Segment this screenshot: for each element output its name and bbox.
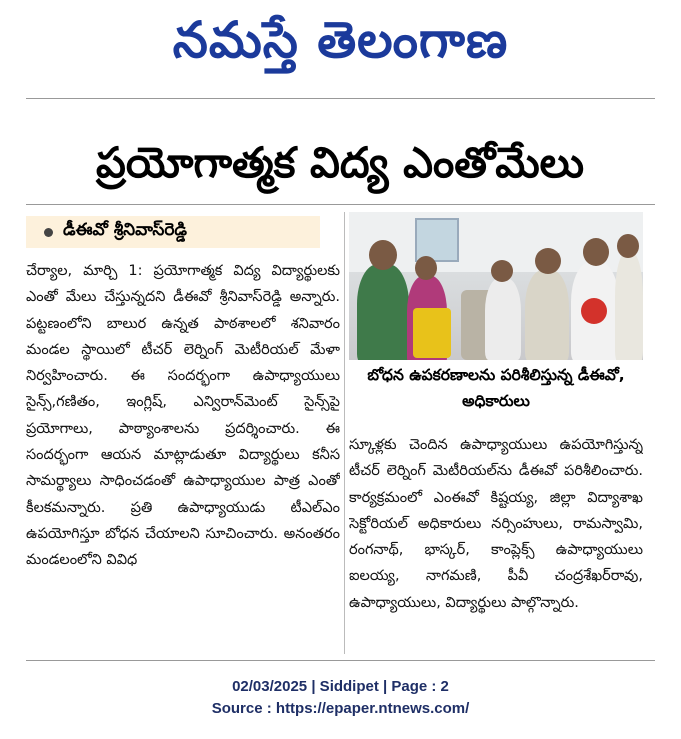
article-column-1: చేర్యాల, మార్చి 1: ప్రయోగాత్మక విద్య విద్యార్థులకు ఎంతో మేలు చేస్తున్నదని డీఈవో శ్రీనివాస్‌రెడ్డి అన్నారు. పట్టణంలోని బాలుర ఉన్నత పాఠశాలలో శనివారం మండల స్థాయిలో టీచర్ లెర్నింగ్ మెటీరియల్ మేళా నిర్వహించారు. ఈ సందర్భంగా ఉపాధ్యాయులు సైన్స్,గణితం, ఇంగ్లిష్, ఎన్విరాన్‌మెంట్ సైన్స్‌పై ప్రయోగాలు, పాఠ్యాంశాలను ప్రదర్శించారు. ఈ సందర్భంగా ఆయన మాట్లాడుతూ విద్యార్థులు కనీస సామర్థ్యాలు సాధించడంతో ఉపాధ్యాయుల పాత్ర ఎంతో కీలకమన్నారు. ప్రతి ఉపాధ్యాయుడు టీఎల్‌ఎం ఉపయోగిస్తూ బోధన చేయాలని సూచించారు. అనంతరం మండలంలోని వివిధ bbox=[26, 263, 340, 569]
source-link[interactable]: Source : https://epaper.ntnews.com/ bbox=[211, 700, 470, 717]
byline-text: డీఈవో శ్రీనివాస్‌రెడ్డి bbox=[63, 220, 187, 240]
newspaper-masthead: నమస్తే తెలంగాణ bbox=[172, 11, 509, 69]
column-divider bbox=[344, 212, 345, 654]
headline-rule bbox=[26, 204, 655, 205]
article-photo bbox=[349, 212, 643, 360]
article-column-2: స్కూళ్లకు చెందిన ఉపాధ్యాయులు ఉపయోగిస్తున్న టీచర్ లెర్నింగ్ మెటీరియల్‌ను డీఈవో పరిశీలించారు. కార్యక్రమంలో ఎంఈవో కిష్టయ్య, జిల్లా విద్యాశాఖ సెక్టోరియల్ అధికారులు నర్సింహులు, రామస్వామి, రంగనాథ్, భాస్కర్, కాంప్లెక్స్ ఉపాధ్యాయులు ఐలయ్య, నాగమణి, పీవీ చంద్రశేఖర్‌రావు, ఉపాధ్యాయులు, విద్యార్థులు పాల్గొన్నారు. bbox=[349, 437, 643, 611]
article-headline: ప్రయోగాత్మక విద్య ఎంతోమేలు bbox=[95, 138, 584, 187]
edition-info: 02/03/2025 | Siddipet | Page : 2 bbox=[232, 678, 449, 695]
byline-box bbox=[26, 216, 320, 248]
bullet-icon bbox=[44, 228, 53, 237]
footer-rule bbox=[26, 660, 655, 661]
photo-caption: బోధన ఉపకరణాలను పరిశీలిస్తున్న డీఈవో, అధికారులు bbox=[367, 366, 625, 410]
masthead-rule bbox=[26, 98, 655, 99]
